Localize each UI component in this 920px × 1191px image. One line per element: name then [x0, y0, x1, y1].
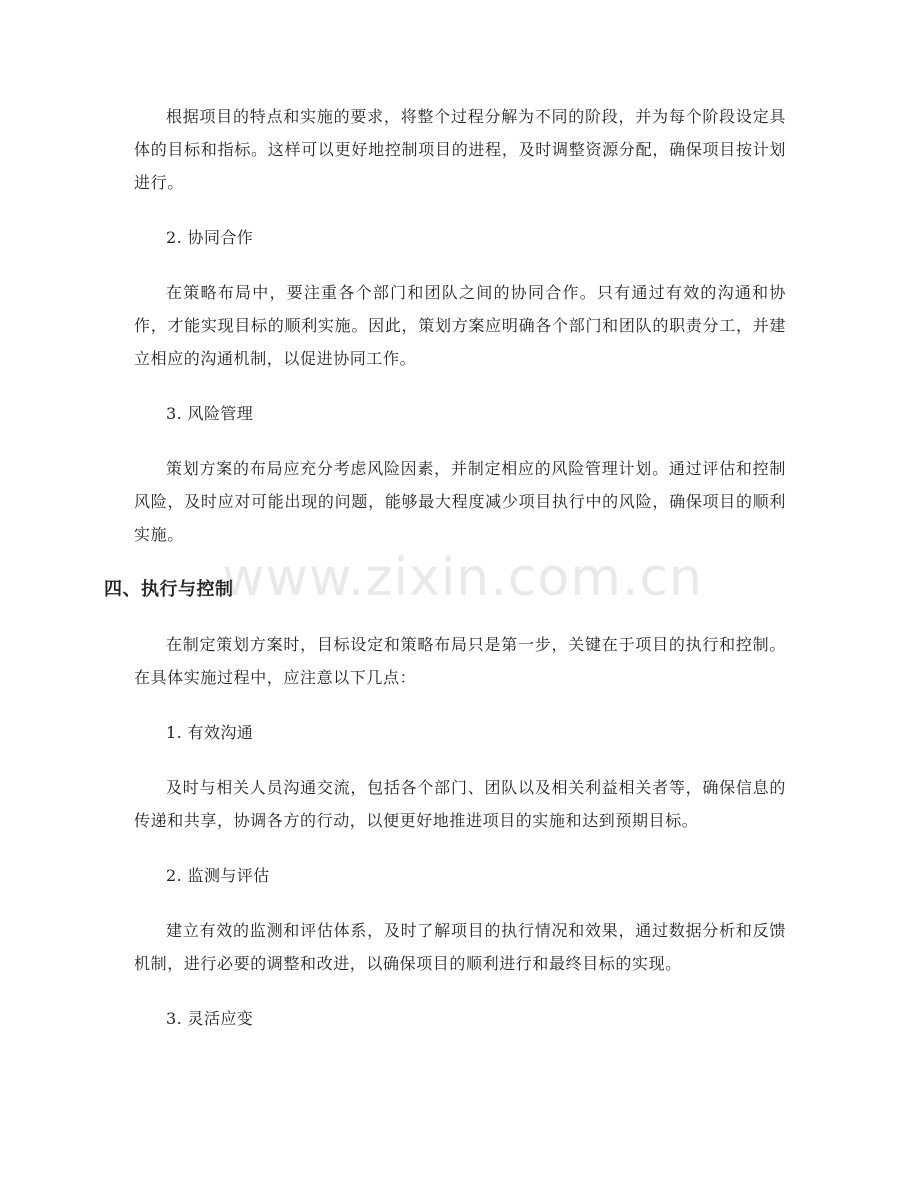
- paragraph-risk-management: 策划方案的布局应充分考虑风险因素，并制定相应的风险管理计划。通过评估和控制风险，及时应对可能出现的问题，能够最大程度减少项目执行中的风险，确保项目的顺利实施。: [134, 459, 786, 544]
- paragraph-communication: 及时与相关人员沟通交流，包括各个部门、团队以及相关利益相关者等，确保信息的传递和共享，协调各方的行动，以便更好地推进项目的实施和达到预期目标。: [134, 778, 786, 830]
- paragraph-monitoring: 建立有效的监测和评估体系，及时了解项目的执行情况和效果，通过数据分析和反馈机制，进行必要的调整和改进，以确保项目的顺利进行和最终目标的实现。: [134, 921, 786, 973]
- list-item-communication: 1. 有效沟通: [166, 723, 254, 742]
- list-item-collaboration: 2. 协同合作: [166, 228, 254, 247]
- watermark-text: www.zixin.com.cn: [222, 548, 703, 608]
- list-item-risk-management: 3. 风险管理: [166, 404, 254, 423]
- paragraph-stage-breakdown: 根据项目的特点和实施的要求，将整个过程分解为不同的阶段，并为每个阶段设定具体的目标和指标。这样可以更好地控制项目的进程，及时调整资源分配，确保项目按计划进行。: [134, 107, 786, 192]
- document-body: [104, 100, 786, 1035]
- paragraph-collaboration: 在策略布局中，要注重各个部门和团队之间的协同合作。只有通过有效的沟通和协作，才能实现目标的顺利实施。因此，策划方案应明确各个部门和团队的职责分工，并建立相应的沟通机制，以促进协同工作。: [134, 283, 786, 368]
- list-item-flexibility: 3. 灵活应变: [166, 1009, 254, 1028]
- section-heading-execution-control: 四、执行与控制: [104, 579, 234, 600]
- list-item-monitoring: 2. 监测与评估: [166, 866, 270, 885]
- paragraph-execution-intro: 在制定策划方案时，目标设定和策略布局只是第一步，关键在于项目的执行和控制。在具体实施过程中，应注意以下几点：: [134, 635, 786, 687]
